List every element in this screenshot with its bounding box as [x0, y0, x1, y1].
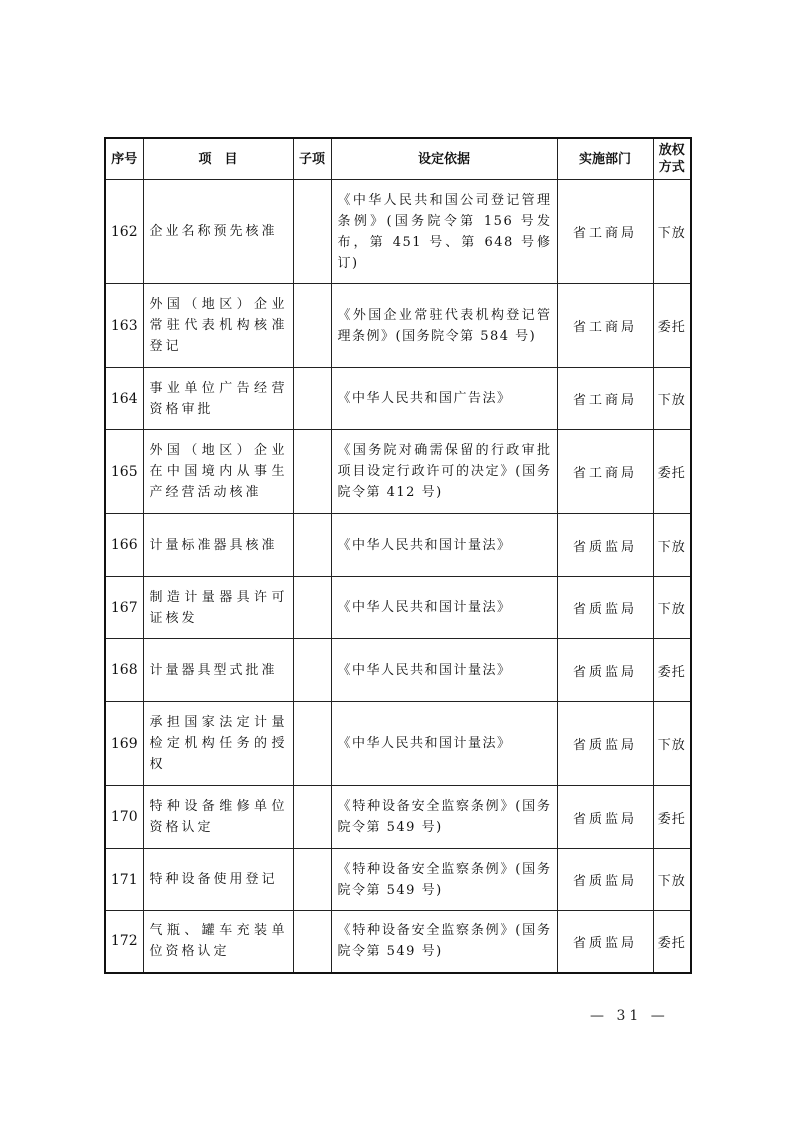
row-method: 下放	[653, 577, 691, 639]
header-method	[653, 138, 691, 180]
table-row	[105, 786, 691, 849]
row-dept: 省质监局	[557, 702, 653, 786]
table-row	[105, 911, 691, 973]
row-dept: 省质监局	[557, 786, 653, 849]
row-method: 下放	[653, 514, 691, 577]
header-row	[105, 138, 691, 180]
table-row	[105, 577, 691, 639]
row-method: 委托	[653, 911, 691, 973]
row-method: 下放	[653, 180, 691, 284]
table-row	[105, 514, 691, 577]
row-item: 特种设备使用登记	[143, 849, 293, 911]
row-dept: 省质监局	[557, 577, 653, 639]
row-dept: 省工商局	[557, 284, 653, 368]
row-basis: 《中华人民共和国计量法》	[331, 514, 557, 577]
row-item: 承担国家法定计量检定机构任务的授权	[143, 702, 293, 786]
row-method: 委托	[653, 639, 691, 702]
header-dept: 实施部门	[557, 138, 653, 180]
row-sub	[293, 577, 331, 639]
row-item: 气瓶、罐车充装单位资格认定	[143, 911, 293, 973]
table-row	[105, 368, 691, 430]
row-item: 特种设备维修单位资格认定	[143, 786, 293, 849]
row-method: 下放	[653, 702, 691, 786]
header-method-line1: 放权	[658, 143, 685, 158]
header-sub: 子项	[293, 138, 331, 180]
row-basis: 《特种设备安全监察条例》(国务院令第 549 号)	[331, 911, 557, 973]
row-basis: 《中华人民共和国公司登记管理条例》(国务院令第 156 号发布，第 451 号、第 648 号修订)	[331, 180, 557, 284]
row-number: 171	[105, 849, 143, 911]
table-row	[105, 180, 691, 284]
row-sub	[293, 180, 331, 284]
row-item: 企业名称预先核准	[143, 180, 293, 284]
row-sub	[293, 368, 331, 430]
row-item: 外国（地区）企业在中国境内从事生产经营活动核准	[143, 430, 293, 514]
row-basis: 《中华人民共和国计量法》	[331, 702, 557, 786]
page-number: — 31 —	[590, 1008, 669, 1024]
header-method-line2: 方式	[658, 160, 685, 175]
row-item: 制造计量器具许可证核发	[143, 577, 293, 639]
row-sub	[293, 284, 331, 368]
header-basis: 设定依据	[331, 138, 557, 180]
row-sub	[293, 702, 331, 786]
row-basis: 《中华人民共和国计量法》	[331, 577, 557, 639]
table-header	[105, 138, 691, 180]
row-number: 162	[105, 180, 143, 284]
header-no: 序号	[105, 138, 143, 180]
row-number: 167	[105, 577, 143, 639]
row-sub	[293, 911, 331, 973]
row-item: 计量标准器具核准	[143, 514, 293, 577]
row-basis: 《中华人民共和国广告法》	[331, 368, 557, 430]
row-dept: 省工商局	[557, 430, 653, 514]
table-row	[105, 702, 691, 786]
row-dept: 省质监局	[557, 911, 653, 973]
row-number: 170	[105, 786, 143, 849]
row-method: 委托	[653, 430, 691, 514]
row-dept: 省质监局	[557, 514, 653, 577]
row-basis: 《中华人民共和国计量法》	[331, 639, 557, 702]
row-number: 166	[105, 514, 143, 577]
row-sub	[293, 786, 331, 849]
row-method: 委托	[653, 284, 691, 368]
row-dept: 省工商局	[557, 180, 653, 284]
row-item: 计量器具型式批准	[143, 639, 293, 702]
row-number: 168	[105, 639, 143, 702]
table-row	[105, 639, 691, 702]
approval-items-table	[104, 137, 692, 974]
row-number: 169	[105, 702, 143, 786]
row-method: 下放	[653, 368, 691, 430]
row-dept: 省质监局	[557, 639, 653, 702]
row-number: 165	[105, 430, 143, 514]
row-basis: 《特种设备安全监察条例》(国务院令第 549 号)	[331, 786, 557, 849]
row-dept: 省工商局	[557, 368, 653, 430]
table-row	[105, 284, 691, 368]
table-row	[105, 849, 691, 911]
row-number: 172	[105, 911, 143, 973]
row-number: 164	[105, 368, 143, 430]
row-sub	[293, 514, 331, 577]
table-row	[105, 430, 691, 514]
row-method: 下放	[653, 849, 691, 911]
row-item: 事业单位广告经营资格审批	[143, 368, 293, 430]
table-body	[105, 180, 691, 973]
row-method: 委托	[653, 786, 691, 849]
row-sub	[293, 849, 331, 911]
row-number: 163	[105, 284, 143, 368]
row-sub	[293, 639, 331, 702]
row-dept: 省质监局	[557, 849, 653, 911]
row-basis: 《外国企业常驻代表机构登记管理条例》(国务院令第 584 号)	[331, 284, 557, 368]
row-item: 外国（地区）企业常驻代表机构核准登记	[143, 284, 293, 368]
header-item: 项 目	[143, 138, 293, 180]
row-basis: 《特种设备安全监察条例》(国务院令第 549 号)	[331, 849, 557, 911]
row-sub	[293, 430, 331, 514]
row-basis: 《国务院对确需保留的行政审批项目设定行政许可的决定》(国务院令第 412 号)	[331, 430, 557, 514]
